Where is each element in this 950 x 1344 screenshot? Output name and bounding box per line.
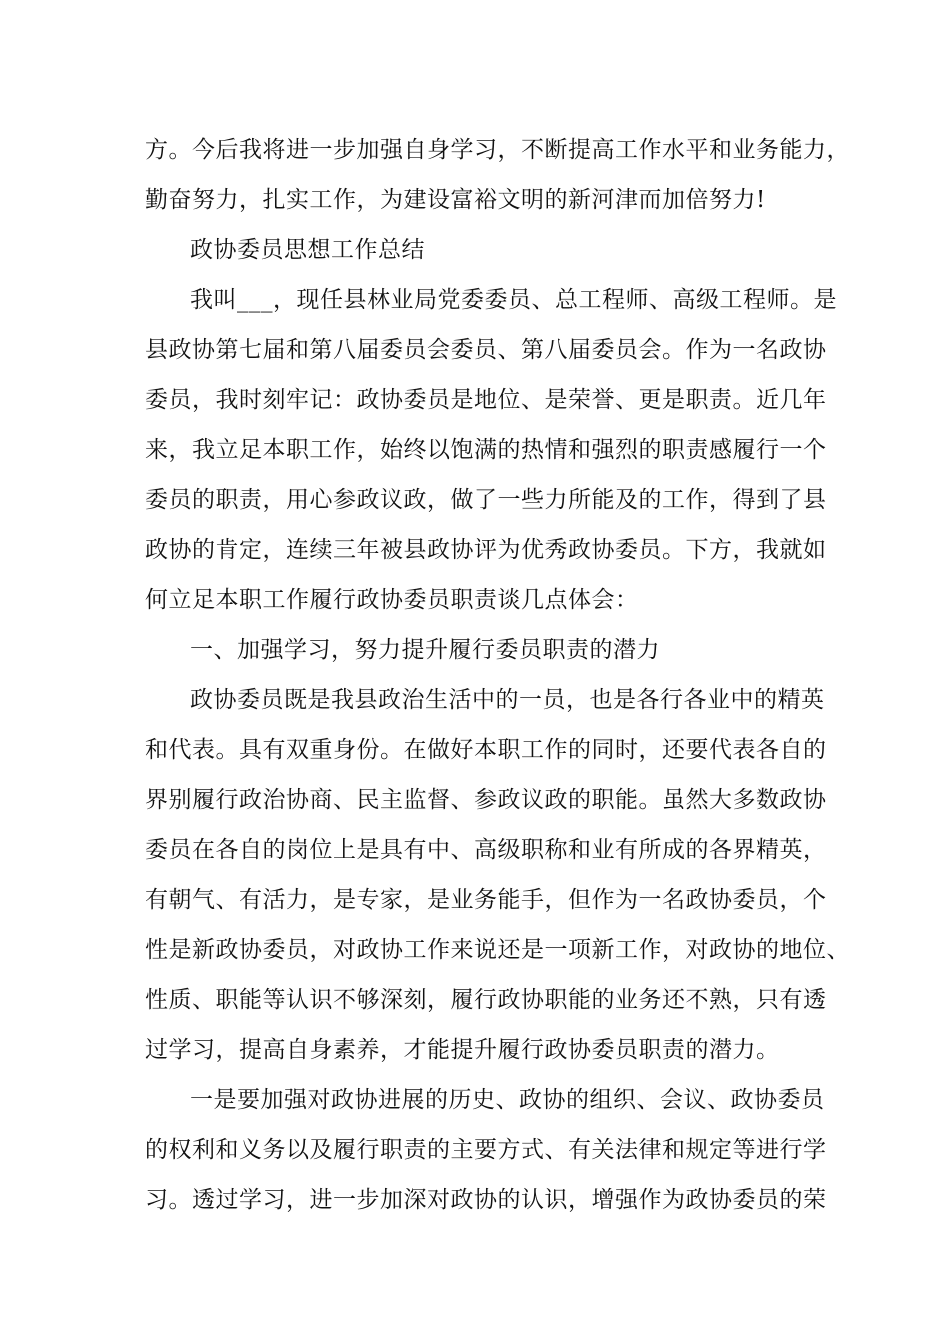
paragraph-line-2: 勤奋努力，扎实工作，为建设富裕文明的新河津而加倍努力!: [145, 187, 766, 213]
paragraph-line-7: 来，我立足本职工作，始终以饱满的热情和强烈的职责感履行一个: [145, 437, 827, 463]
paragraph-line-9: 政协的肯定，连续三年被县政协评为优秀政协委员。下方，我就如: [145, 537, 827, 563]
paragraph-line-14: 界别履行政治协商、民主监督、参政议政的职能。虽然大多数政协: [145, 787, 827, 813]
paragraph-line-12: 政协委员既是我县政治生活中的一员，也是各行各业中的精英: [190, 687, 825, 713]
paragraph-line-8: 委员的职责，用心参政议政，做了一些力所能及的工作，得到了县: [145, 487, 827, 513]
paragraph-line-20: 一是要加强对政协进展的历史、政协的组织、会议、政协委员: [190, 1087, 825, 1113]
paragraph-line-18: 性质、职能等认识不够深刻，履行政协职能的业务还不熟，只有透: [145, 987, 827, 1013]
paragraph-line-17: 性是新政协委员，对政协工作来说还是一项新工作，对政协的地位、: [145, 937, 850, 963]
paragraph-line-15: 委员在各自的岗位上是具有中、高级职称和业有所成的各界精英，: [145, 837, 827, 863]
paragraph-line-21: 的权利和义务以及履行职责的主要方式、有关法律和规定等进行学: [145, 1137, 827, 1163]
paragraph-line-6: 委员，我时刻牢记：政协委员是地位、是荣誉、更是职责。近几年: [145, 387, 827, 413]
paragraph-line-1: 方。今后我将进一步加强自身学习，不断提高工作水平和业务能力，: [145, 137, 850, 163]
paragraph-line-13: 和代表。具有双重身份。在做好本职工作的同时，还要代表各自的: [145, 737, 827, 763]
paragraph-line-4: 我叫___，现任县林业局党委委员、总工程师、高级工程师。是: [190, 287, 837, 313]
paragraph-line-5: 县政协第七届和第八届委员会委员、第八届委员会。作为一名政协: [145, 337, 827, 363]
paragraph-line-16: 有朝气、有活力，是专家，是业务能手，但作为一名政协委员，个: [145, 887, 827, 913]
section-title: 政协委员思想工作总结: [190, 237, 425, 263]
paragraph-line-22: 习。透过学习，进一步加深对政协的认识，增强作为政协委员的荣: [145, 1187, 827, 1213]
paragraph-line-19: 过学习，提高自身素养，才能提升履行政协委员职责的潜力。: [145, 1037, 780, 1063]
paragraph-line-10: 何立足本职工作履行政协委员职责谈几点体会：: [145, 587, 639, 613]
section-heading-1: 一、加强学习，努力提升履行委员职责的潜力: [190, 637, 660, 663]
